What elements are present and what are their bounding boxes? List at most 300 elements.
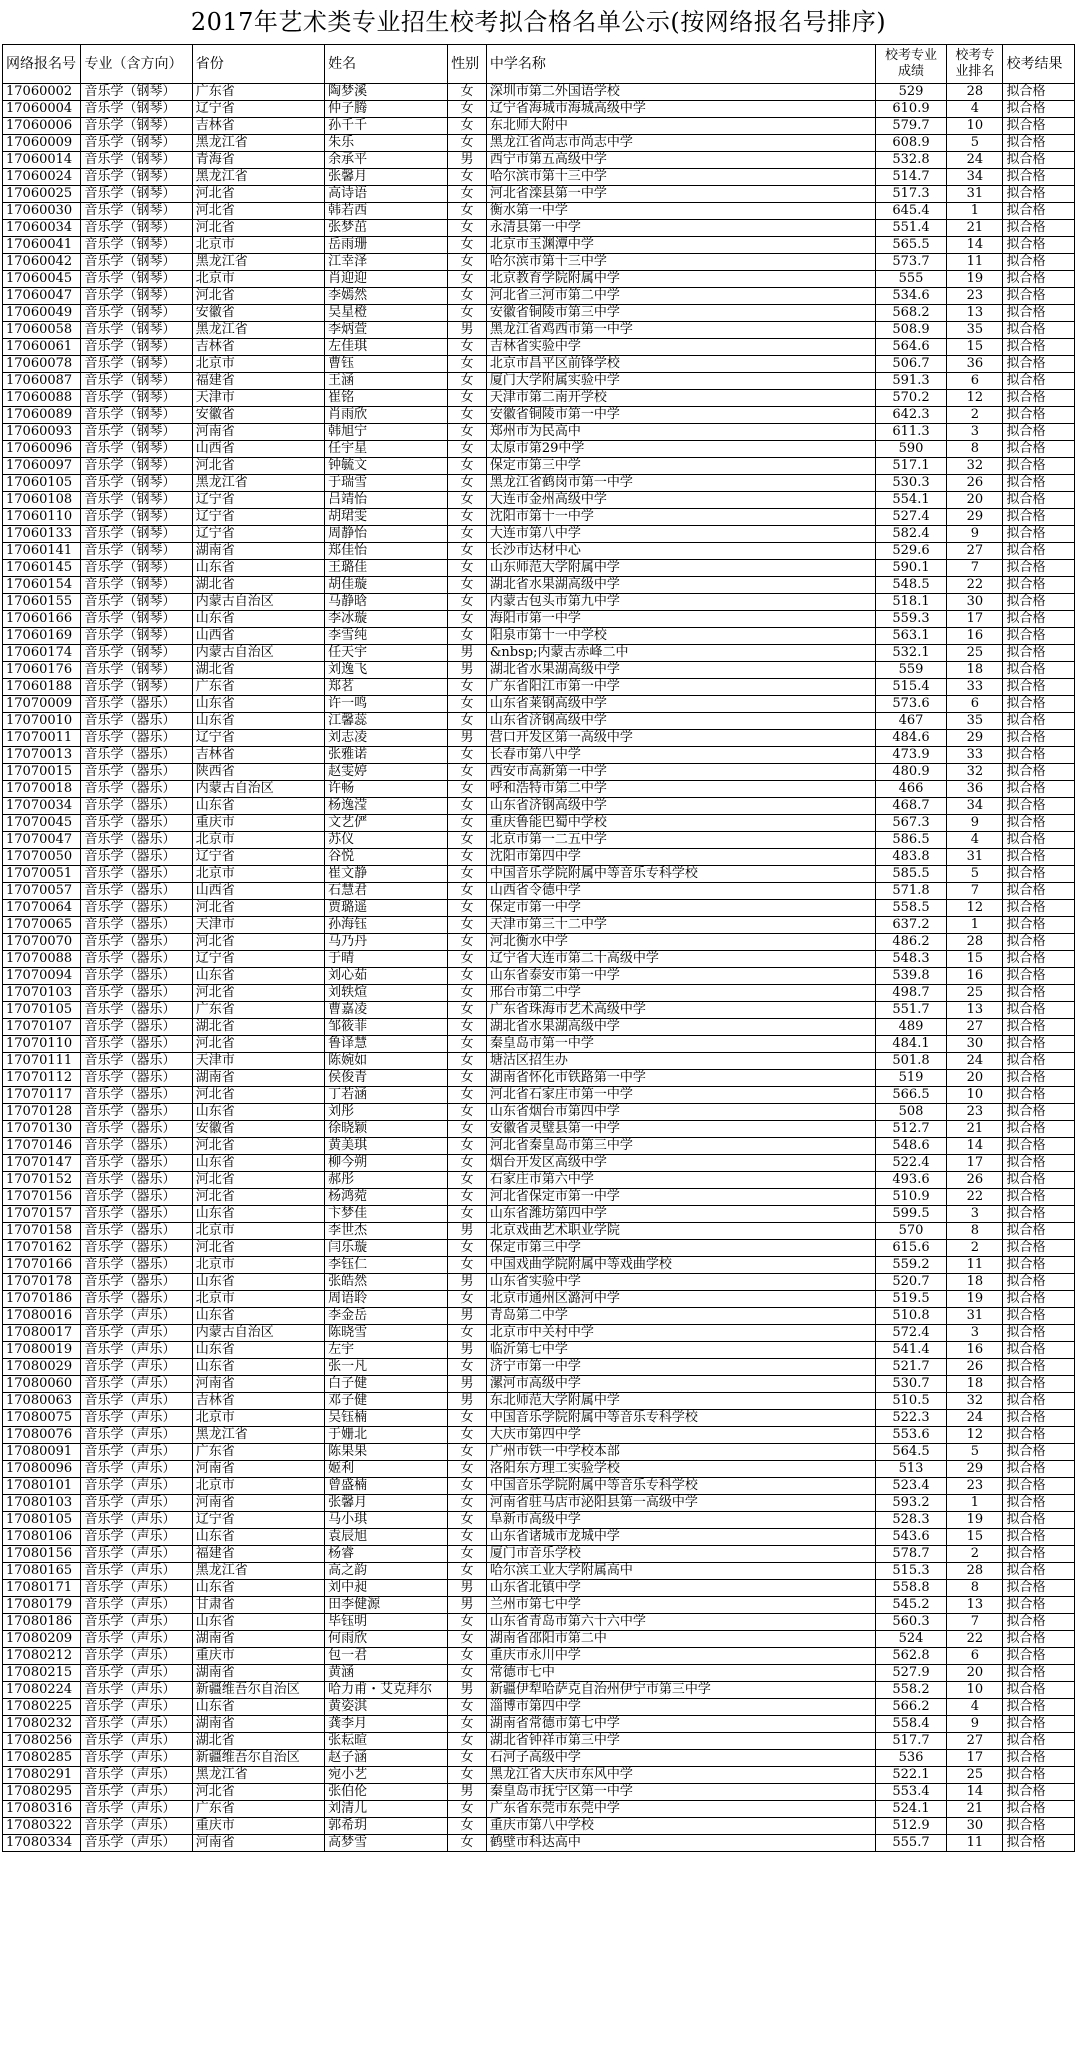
cell-name: 吴星橙 — [325, 305, 448, 322]
cell-name: 张馨月 — [325, 1495, 448, 1512]
cell-score: 529.6 — [875, 543, 946, 560]
table-row — [3, 509, 1075, 526]
cell-rank: 15 — [947, 951, 1003, 968]
cell-rank: 16 — [947, 628, 1003, 645]
cell-name: 于瑞雪 — [325, 475, 448, 492]
cell-school: 新疆伊犁哈萨克自治州伊宁市第三中学 — [486, 1682, 875, 1699]
cell-result: 拟合格 — [1003, 1002, 1075, 1019]
cell-province: 山东省 — [192, 798, 324, 815]
cell-gender: 女 — [448, 628, 487, 645]
cell-province: 河北省 — [192, 1784, 324, 1801]
cell-major: 音乐学（钢琴） — [81, 645, 192, 662]
cell-school: 山东省烟台市第四中学 — [486, 1104, 875, 1121]
cell-score: 548.6 — [875, 1138, 946, 1155]
cell-score: 508.9 — [875, 322, 946, 339]
cell-gender: 女 — [448, 764, 487, 781]
cell-major: 音乐学（器乐） — [81, 985, 192, 1002]
cell-school: 辽宁省海城市海城高级中学 — [486, 101, 875, 118]
cell-score: 590 — [875, 441, 946, 458]
cell-gender: 女 — [448, 1665, 487, 1682]
cell-major: 音乐学（声乐） — [81, 1614, 192, 1631]
table-row — [3, 220, 1075, 237]
cell-province: 北京市 — [192, 832, 324, 849]
cell-result: 拟合格 — [1003, 492, 1075, 509]
cell-major: 音乐学（钢琴） — [81, 475, 192, 492]
cell-rank: 30 — [947, 1818, 1003, 1835]
cell-result: 拟合格 — [1003, 1172, 1075, 1189]
cell-name: 左宇 — [325, 1342, 448, 1359]
cell-major: 音乐学（器乐） — [81, 764, 192, 781]
cell-school: 东北师大附中 — [486, 118, 875, 135]
cell-score: 545.2 — [875, 1597, 946, 1614]
cell-name: 许畅 — [325, 781, 448, 798]
cell-province: 河南省 — [192, 1835, 324, 1852]
cell-score: 564.5 — [875, 1444, 946, 1461]
cell-reg-no: 17080156 — [3, 1546, 81, 1563]
cell-gender: 女 — [448, 339, 487, 356]
cell-school: 秦皇岛市抚宁区第一中学 — [486, 1784, 875, 1801]
cell-reg-no: 17080316 — [3, 1801, 81, 1818]
cell-province: 河北省 — [192, 220, 324, 237]
cell-result: 拟合格 — [1003, 1274, 1075, 1291]
cell-rank: 23 — [947, 288, 1003, 305]
cell-result: 拟合格 — [1003, 1716, 1075, 1733]
cell-result: 拟合格 — [1003, 1257, 1075, 1274]
cell-result: 拟合格 — [1003, 560, 1075, 577]
cell-score: 510.8 — [875, 1308, 946, 1325]
cell-result: 拟合格 — [1003, 84, 1075, 101]
cell-province: 河北省 — [192, 1189, 324, 1206]
cell-score: 564.6 — [875, 339, 946, 356]
cell-school: 天津市第三十二中学 — [486, 917, 875, 934]
table-row — [3, 1359, 1075, 1376]
cell-name: 郝彤 — [325, 1172, 448, 1189]
cell-reg-no: 17070064 — [3, 900, 81, 917]
cell-gender: 女 — [448, 305, 487, 322]
cell-reg-no: 17080016 — [3, 1308, 81, 1325]
table-row — [3, 1478, 1075, 1495]
cell-school: 西安市高新第一中学 — [486, 764, 875, 781]
cell-gender: 男 — [448, 1580, 487, 1597]
cell-school: 永清县第一中学 — [486, 220, 875, 237]
cell-reg-no: 17070147 — [3, 1155, 81, 1172]
cell-gender: 女 — [448, 1529, 487, 1546]
cell-result: 拟合格 — [1003, 220, 1075, 237]
cell-gender: 女 — [448, 543, 487, 560]
cell-school: 黑龙江省尚志市尚志中学 — [486, 135, 875, 152]
cell-result: 拟合格 — [1003, 526, 1075, 543]
cell-name: 郭希玥 — [325, 1818, 448, 1835]
cell-school: 辽宁省大连市第二十高级中学 — [486, 951, 875, 968]
cell-name: 马乃丹 — [325, 934, 448, 951]
cell-reg-no: 17070158 — [3, 1223, 81, 1240]
cell-school: 山东省实验中学 — [486, 1274, 875, 1291]
cell-reg-no: 17070110 — [3, 1036, 81, 1053]
table-row — [3, 1291, 1075, 1308]
cell-name: 仲子腾 — [325, 101, 448, 118]
cell-major: 音乐学（钢琴） — [81, 424, 192, 441]
cell-school: 河南省驻马店市泌阳县第一高级中学 — [486, 1495, 875, 1512]
cell-major: 音乐学（器乐） — [81, 968, 192, 985]
cell-rank: 17 — [947, 1155, 1003, 1172]
cell-score: 599.5 — [875, 1206, 946, 1223]
cell-major: 音乐学（器乐） — [81, 730, 192, 747]
table-row — [3, 203, 1075, 220]
cell-major: 音乐学（钢琴） — [81, 662, 192, 679]
cell-result: 拟合格 — [1003, 305, 1075, 322]
cell-school: 济宁市第一中学 — [486, 1359, 875, 1376]
table-row — [3, 441, 1075, 458]
cell-score: 570 — [875, 1223, 946, 1240]
cell-name: 韩旭宁 — [325, 424, 448, 441]
cell-province: 山东省 — [192, 713, 324, 730]
table-row — [3, 917, 1075, 934]
cell-score: 524 — [875, 1631, 946, 1648]
cell-major: 音乐学（器乐） — [81, 1291, 192, 1308]
cell-rank: 29 — [947, 509, 1003, 526]
cell-result: 拟合格 — [1003, 900, 1075, 917]
cell-province: 河北省 — [192, 203, 324, 220]
cell-name: 贾璐遥 — [325, 900, 448, 917]
cell-school: 天津市第二南开学校 — [486, 390, 875, 407]
cell-score: 515.3 — [875, 1563, 946, 1580]
cell-reg-no: 17060078 — [3, 356, 81, 373]
table-row — [3, 1274, 1075, 1291]
cell-rank: 28 — [947, 934, 1003, 951]
cell-rank: 12 — [947, 390, 1003, 407]
cell-major: 音乐学（声乐） — [81, 1308, 192, 1325]
cell-major: 音乐学（声乐） — [81, 1631, 192, 1648]
cell-rank: 26 — [947, 475, 1003, 492]
table-row — [3, 1223, 1075, 1240]
cell-rank: 2 — [947, 1546, 1003, 1563]
cell-province: 湖南省 — [192, 1665, 324, 1682]
cell-name: 黄美琪 — [325, 1138, 448, 1155]
cell-major: 音乐学（声乐） — [81, 1529, 192, 1546]
table-row — [3, 543, 1075, 560]
cell-name: 包一君 — [325, 1648, 448, 1665]
cell-score: 582.4 — [875, 526, 946, 543]
cell-rank: 4 — [947, 101, 1003, 118]
cell-rank: 25 — [947, 1767, 1003, 1784]
cell-score: 518.1 — [875, 594, 946, 611]
cell-reg-no: 17060088 — [3, 390, 81, 407]
cell-score: 498.7 — [875, 985, 946, 1002]
cell-rank: 31 — [947, 849, 1003, 866]
cell-gender: 女 — [448, 271, 487, 288]
cell-school: 大连市第八中学 — [486, 526, 875, 543]
cell-rank: 17 — [947, 611, 1003, 628]
cell-score: 560.3 — [875, 1614, 946, 1631]
cell-result: 拟合格 — [1003, 1750, 1075, 1767]
cell-reg-no: 17070047 — [3, 832, 81, 849]
cell-major: 音乐学（器乐） — [81, 798, 192, 815]
cell-rank: 27 — [947, 1733, 1003, 1750]
cell-province: 天津市 — [192, 917, 324, 934]
cell-province: 重庆市 — [192, 815, 324, 832]
cell-reg-no: 17080091 — [3, 1444, 81, 1461]
cell-reg-no: 17070034 — [3, 798, 81, 815]
cell-major: 音乐学（钢琴） — [81, 169, 192, 186]
cell-province: 河北省 — [192, 1172, 324, 1189]
cell-gender: 女 — [448, 424, 487, 441]
cell-result: 拟合格 — [1003, 1393, 1075, 1410]
cell-school: 中国音乐学院附属中等音乐专科学校 — [486, 1478, 875, 1495]
cell-score: 480.9 — [875, 764, 946, 781]
cell-result: 拟合格 — [1003, 203, 1075, 220]
table-row — [3, 1342, 1075, 1359]
cell-result: 拟合格 — [1003, 373, 1075, 390]
cell-province: 北京市 — [192, 1291, 324, 1308]
cell-school: 湖北省水果湖高级中学 — [486, 662, 875, 679]
table-row — [3, 373, 1075, 390]
header-province: 省份 — [192, 45, 324, 84]
table-row — [3, 237, 1075, 254]
cell-rank: 19 — [947, 271, 1003, 288]
cell-rank: 17 — [947, 1750, 1003, 1767]
cell-rank: 13 — [947, 1597, 1003, 1614]
table-row — [3, 815, 1075, 832]
cell-gender: 女 — [448, 1240, 487, 1257]
cell-gender: 女 — [448, 288, 487, 305]
cell-gender: 女 — [448, 951, 487, 968]
cell-reg-no: 17080029 — [3, 1359, 81, 1376]
cell-name: 李嫣然 — [325, 288, 448, 305]
cell-gender: 女 — [448, 1563, 487, 1580]
cell-major: 音乐学（声乐） — [81, 1342, 192, 1359]
cell-rank: 22 — [947, 1631, 1003, 1648]
cell-gender: 女 — [448, 101, 487, 118]
cell-score: 528.3 — [875, 1512, 946, 1529]
cell-name: 江幸泽 — [325, 254, 448, 271]
cell-score: 559 — [875, 662, 946, 679]
cell-school: 北京市昌平区前锋学校 — [486, 356, 875, 373]
cell-score: 645.4 — [875, 203, 946, 220]
cell-result: 拟合格 — [1003, 1614, 1075, 1631]
cell-rank: 1 — [947, 203, 1003, 220]
cell-reg-no: 17060188 — [3, 679, 81, 696]
cell-rank: 14 — [947, 237, 1003, 254]
cell-reg-no: 17080101 — [3, 1478, 81, 1495]
cell-reg-no: 17080225 — [3, 1699, 81, 1716]
table-row — [3, 1648, 1075, 1665]
cell-rank: 20 — [947, 1665, 1003, 1682]
cell-reg-no: 17060089 — [3, 407, 81, 424]
cell-gender: 女 — [448, 1733, 487, 1750]
cell-major: 音乐学（钢琴） — [81, 118, 192, 135]
cell-name: 赵子涵 — [325, 1750, 448, 1767]
cell-province: 陕西省 — [192, 764, 324, 781]
cell-major: 音乐学（器乐） — [81, 866, 192, 883]
cell-province: 黑龙江省 — [192, 1427, 324, 1444]
cell-rank: 16 — [947, 1342, 1003, 1359]
cell-result: 拟合格 — [1003, 1529, 1075, 1546]
table-row — [3, 1138, 1075, 1155]
cell-major: 音乐学（器乐） — [81, 1274, 192, 1291]
cell-school: 兰州市第七中学 — [486, 1597, 875, 1614]
cell-school: 太原市第29中学 — [486, 441, 875, 458]
cell-school: 厦门市音乐学校 — [486, 1546, 875, 1563]
cell-score: 593.2 — [875, 1495, 946, 1512]
cell-province: 河北省 — [192, 288, 324, 305]
cell-reg-no: 17070162 — [3, 1240, 81, 1257]
cell-reg-no: 17060061 — [3, 339, 81, 356]
cell-gender: 女 — [448, 186, 487, 203]
header-rank: 校考专业排名 — [947, 45, 1003, 84]
cell-province: 辽宁省 — [192, 730, 324, 747]
cell-province: 广东省 — [192, 679, 324, 696]
cell-score: 517.3 — [875, 186, 946, 203]
cell-score: 530.7 — [875, 1376, 946, 1393]
cell-school: 黑龙江省鸡西市第一中学 — [486, 322, 875, 339]
cell-rank: 21 — [947, 1121, 1003, 1138]
cell-rank: 30 — [947, 1036, 1003, 1053]
cell-reg-no: 17070146 — [3, 1138, 81, 1155]
cell-school: 沈阳市第十一中学 — [486, 509, 875, 526]
cell-major: 音乐学（钢琴） — [81, 509, 192, 526]
cell-score: 527.4 — [875, 509, 946, 526]
cell-reg-no: 17070045 — [3, 815, 81, 832]
cell-result: 拟合格 — [1003, 849, 1075, 866]
cell-name: 柳今朔 — [325, 1155, 448, 1172]
cell-result: 拟合格 — [1003, 1444, 1075, 1461]
cell-name: 任天宇 — [325, 645, 448, 662]
cell-score: 558.4 — [875, 1716, 946, 1733]
table-row — [3, 781, 1075, 798]
cell-province: 吉林省 — [192, 118, 324, 135]
cell-name: 毕钰明 — [325, 1614, 448, 1631]
cell-province: 北京市 — [192, 866, 324, 883]
table-row — [3, 747, 1075, 764]
cell-name: 张馨月 — [325, 169, 448, 186]
cell-score: 642.3 — [875, 407, 946, 424]
cell-province: 吉林省 — [192, 1393, 324, 1410]
cell-score: 562.8 — [875, 1648, 946, 1665]
cell-reg-no: 17080106 — [3, 1529, 81, 1546]
cell-result: 拟合格 — [1003, 832, 1075, 849]
cell-province: 辽宁省 — [192, 849, 324, 866]
cell-rank: 16 — [947, 968, 1003, 985]
cell-province: 湖南省 — [192, 1716, 324, 1733]
cell-result: 拟合格 — [1003, 322, 1075, 339]
cell-score: 510.5 — [875, 1393, 946, 1410]
cell-gender: 女 — [448, 900, 487, 917]
cell-school: 沈阳市第四中学 — [486, 849, 875, 866]
cell-gender: 女 — [448, 985, 487, 1002]
cell-school: 重庆市第八中学校 — [486, 1818, 875, 1835]
cell-gender: 男 — [448, 1784, 487, 1801]
cell-rank: 36 — [947, 781, 1003, 798]
cell-score: 493.6 — [875, 1172, 946, 1189]
cell-rank: 35 — [947, 713, 1003, 730]
table-row — [3, 1070, 1075, 1087]
cell-province: 安徽省 — [192, 407, 324, 424]
cell-school: &nbsp;内蒙古赤峰二中 — [486, 645, 875, 662]
cell-result: 拟合格 — [1003, 1818, 1075, 1835]
cell-result: 拟合格 — [1003, 1342, 1075, 1359]
cell-score: 517.1 — [875, 458, 946, 475]
cell-major: 音乐学（器乐） — [81, 781, 192, 798]
cell-major: 音乐学（器乐） — [81, 1257, 192, 1274]
page-title: 2017年艺术类专业招生校考拟合格名单公示(按网络报名号排序) — [190, 8, 887, 36]
cell-result: 拟合格 — [1003, 424, 1075, 441]
cell-name: 张皓然 — [325, 1274, 448, 1291]
cell-major: 音乐学（钢琴） — [81, 594, 192, 611]
cell-province: 山东省 — [192, 968, 324, 985]
cell-major: 音乐学（声乐） — [81, 1597, 192, 1614]
cell-name: 田李健源 — [325, 1597, 448, 1614]
cell-name: 宛小艺 — [325, 1767, 448, 1784]
cell-name: 侯俊青 — [325, 1070, 448, 1087]
cell-score: 558.5 — [875, 900, 946, 917]
cell-province: 河北省 — [192, 985, 324, 1002]
cell-gender: 男 — [448, 730, 487, 747]
cell-rank: 9 — [947, 1716, 1003, 1733]
table-row — [3, 1444, 1075, 1461]
cell-score: 570.2 — [875, 390, 946, 407]
table-row — [3, 1121, 1075, 1138]
cell-rank: 26 — [947, 1172, 1003, 1189]
cell-province: 河北省 — [192, 186, 324, 203]
table-row — [3, 356, 1075, 373]
table-row — [3, 169, 1075, 186]
cell-name: 岳雨珊 — [325, 237, 448, 254]
cell-rank: 5 — [947, 866, 1003, 883]
cell-rank: 4 — [947, 832, 1003, 849]
cell-name: 于姗北 — [325, 1427, 448, 1444]
cell-major: 音乐学（声乐） — [81, 1699, 192, 1716]
cell-gender: 女 — [448, 1716, 487, 1733]
cell-province: 河北省 — [192, 1138, 324, 1155]
cell-major: 音乐学（声乐） — [81, 1427, 192, 1444]
cell-gender: 女 — [448, 220, 487, 237]
cell-province: 内蒙古自治区 — [192, 645, 324, 662]
cell-score: 565.5 — [875, 237, 946, 254]
cell-result: 拟合格 — [1003, 1835, 1075, 1852]
cell-province: 吉林省 — [192, 747, 324, 764]
cell-name: 李世杰 — [325, 1223, 448, 1240]
cell-province: 安徽省 — [192, 1121, 324, 1138]
cell-school: 湖南省邵阳市第二中 — [486, 1631, 875, 1648]
cell-province: 福建省 — [192, 373, 324, 390]
cell-rank: 7 — [947, 560, 1003, 577]
cell-gender: 女 — [448, 798, 487, 815]
cell-province: 湖南省 — [192, 1631, 324, 1648]
table-row — [3, 1563, 1075, 1580]
cell-score: 524.1 — [875, 1801, 946, 1818]
table-row — [3, 611, 1075, 628]
cell-school: 青岛第二中学 — [486, 1308, 875, 1325]
cell-result: 拟合格 — [1003, 237, 1075, 254]
cell-province: 山东省 — [192, 1529, 324, 1546]
cell-score: 514.7 — [875, 169, 946, 186]
table-row — [3, 271, 1075, 288]
cell-province: 黑龙江省 — [192, 1563, 324, 1580]
cell-name: 王涵 — [325, 373, 448, 390]
cell-rank: 35 — [947, 322, 1003, 339]
cell-reg-no: 17080215 — [3, 1665, 81, 1682]
cell-rank: 21 — [947, 1801, 1003, 1818]
cell-gender: 女 — [448, 1019, 487, 1036]
cell-name: 刘逸飞 — [325, 662, 448, 679]
cell-province: 福建省 — [192, 1546, 324, 1563]
cell-rank: 34 — [947, 798, 1003, 815]
cell-rank: 10 — [947, 118, 1003, 135]
cell-name: 许一鸣 — [325, 696, 448, 713]
cell-major: 音乐学（声乐） — [81, 1478, 192, 1495]
cell-result: 拟合格 — [1003, 747, 1075, 764]
cell-name: 刘志凌 — [325, 730, 448, 747]
